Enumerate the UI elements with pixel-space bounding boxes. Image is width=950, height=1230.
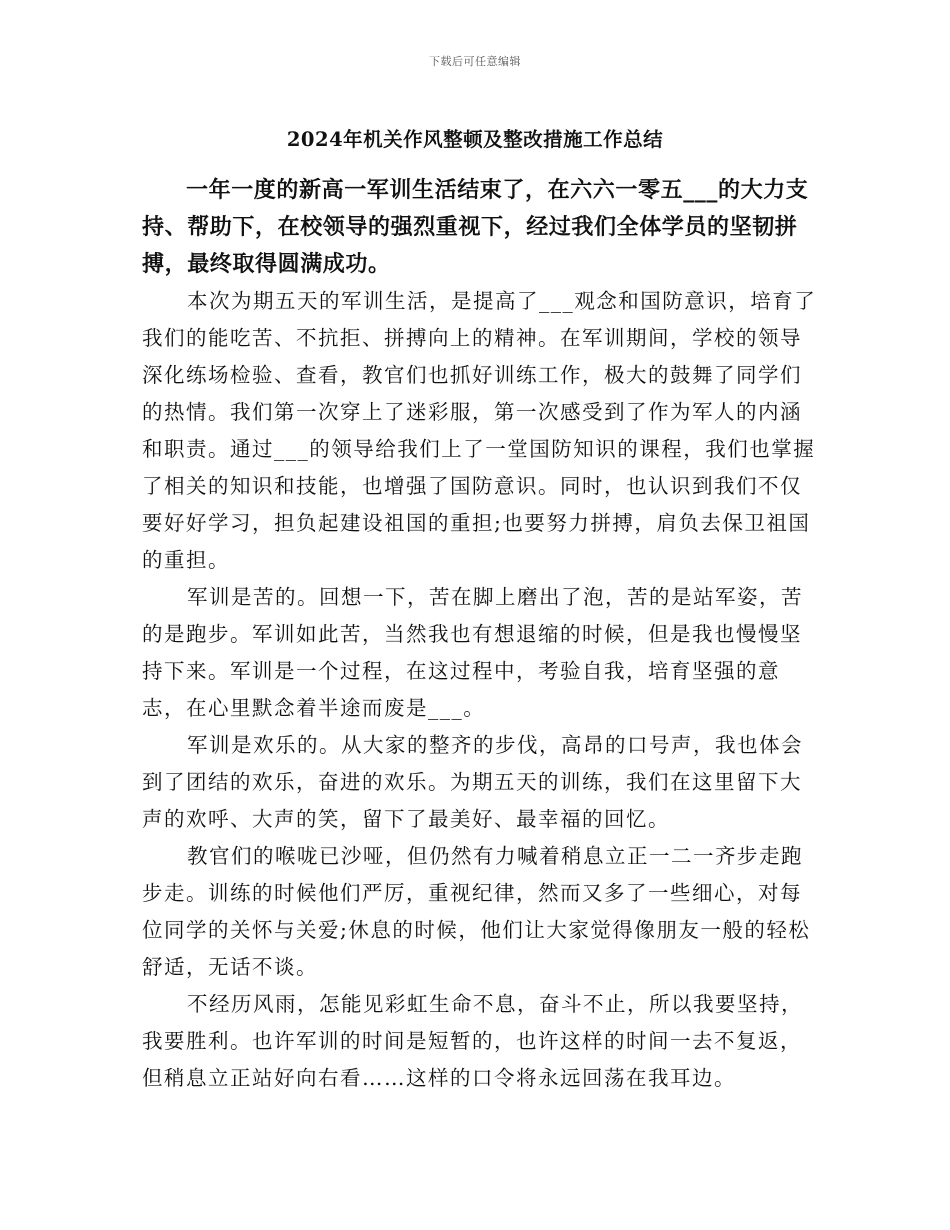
- body-paragraph-3: 军训是欢乐的。从大家的整齐的步伐，高昂的口号声，我也体会到了团结的欢乐，奋进的欢乐。为期五天的训练，我们在这里留下大声的欢呼、大声的笑，留下了最美好、最幸福的回忆。: [142, 733, 803, 831]
- body-paragraph-4: 教官们的喉咙已沙哑，但仍然有力喊着稍息立正一二一齐步走跑步走。训练的时候他们严厉，重视纪律，然而又多了一些细心，对每位同学的关怀与关爱;休息的时候，他们让大家觉得像朋友一般的轻松舒适，无话不谈。: [142, 844, 811, 979]
- body-paragraph-1: 本次为期五天的军训生活，是提高了___观念和国防意识，培育了我们的能吃苦、不抗拒、拼搏向上的精神。在军训期间，学校的领导深化练场检验、查看，教官们也抓好训练工作，极大的鼓舞了同学们的热情。我们第一次穿上了迷彩服，第一次感受到了作为军人的内涵和职责。通过___的领导给我们上了一堂国防知识的课程，我们也掌握了相关的知识和技能，也增强了国防意识。同时，也认识到我们不仅要好好学习，担负起建设祖国的重担;也要努力拼搏，肩负去保卫祖国的重担。: [142, 289, 817, 572]
- document-title: 2024年机关作风整顿及整改措施工作总结: [286, 128, 664, 151]
- body-paragraph-2: 军训是苦的。回想一下，苦在脚上磨出了泡，苦的是站军姿，苦的是跑步。军训如此苦，当然我也有想退缩的时候，但是我也慢慢坚持下来。军训是一个过程，在这过程中，考验自我，培育坚强的意志，在心里默念着半途而废是___。: [142, 585, 803, 720]
- body-paragraph-5: 不经历风雨，怎能见彩虹生命不息，奋斗不止，所以我要坚持，我要胜利。也许军训的时间是短暂的，也许这样的时间一去不复返，但稍息立正站好向右看……这样的口令将永远回荡在我耳边。: [142, 992, 803, 1090]
- page-header-note: 下载后可任意编辑: [429, 55, 521, 68]
- lead-paragraph: 一年一度的新高一军训生活结束了，在六六一零五___的大力支持、帮助下，在校领导的强烈重视下，经过我们全体学员的坚韧拼搏，最终取得圆满成功。: [142, 177, 809, 277]
- document-body: [142, 172, 822, 1097]
